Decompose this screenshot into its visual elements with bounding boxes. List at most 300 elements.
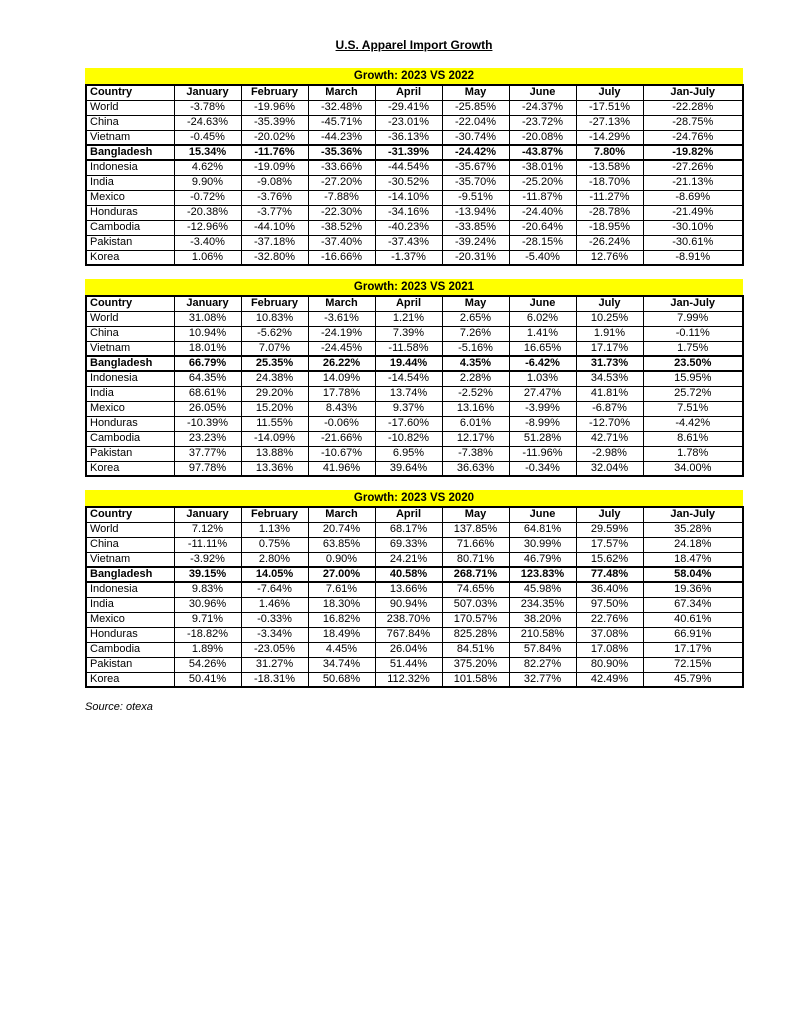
value-cell: 112.32% <box>375 672 442 687</box>
table-banner: Growth: 2023 VS 2021 <box>85 279 743 295</box>
value-cell: -10.67% <box>308 446 375 461</box>
value-cell: 22.76% <box>576 612 643 627</box>
value-cell: -3.34% <box>241 627 308 642</box>
value-cell: 18.01% <box>174 341 241 356</box>
value-cell: 36.63% <box>442 461 509 476</box>
value-cell: -14.29% <box>576 130 643 145</box>
table-row <box>86 250 743 265</box>
value-cell: 1.03% <box>509 371 576 386</box>
table-row <box>86 205 743 220</box>
value-cell: -27.20% <box>308 175 375 190</box>
value-cell: 15.20% <box>241 401 308 416</box>
value-cell: 51.44% <box>375 657 442 672</box>
value-cell: 123.83% <box>509 567 576 582</box>
value-cell: -18.31% <box>241 672 308 687</box>
value-cell: -14.10% <box>375 190 442 205</box>
value-cell: -19.09% <box>241 160 308 175</box>
column-header: July <box>576 296 643 311</box>
country-cell: Vietnam <box>86 552 174 567</box>
growth-table <box>85 84 744 266</box>
table-row <box>86 130 743 145</box>
value-cell: 17.08% <box>576 642 643 657</box>
value-cell: 97.78% <box>174 461 241 476</box>
value-cell: -0.34% <box>509 461 576 476</box>
value-cell: -24.37% <box>509 100 576 115</box>
value-cell: 2.80% <box>241 552 308 567</box>
value-cell: 12.17% <box>442 431 509 446</box>
column-header: Country <box>86 85 174 100</box>
value-cell: 507.03% <box>442 597 509 612</box>
country-cell: Korea <box>86 461 174 476</box>
country-cell: Pakistan <box>86 657 174 672</box>
country-cell: India <box>86 597 174 612</box>
value-cell: 7.12% <box>174 522 241 537</box>
column-header: January <box>174 85 241 100</box>
value-cell: 4.62% <box>174 160 241 175</box>
value-cell: -16.66% <box>308 250 375 265</box>
column-header: Jan-July <box>643 507 743 522</box>
value-cell: -19.96% <box>241 100 308 115</box>
value-cell: -20.64% <box>509 220 576 235</box>
column-header: Jan-July <box>643 296 743 311</box>
table-row <box>86 160 743 175</box>
value-cell: 39.64% <box>375 461 442 476</box>
value-cell: 1.13% <box>241 522 308 537</box>
value-cell: 17.17% <box>643 642 743 657</box>
value-cell: 40.58% <box>375 567 442 582</box>
country-cell: China <box>86 326 174 341</box>
value-cell: -12.70% <box>576 416 643 431</box>
value-cell: 14.09% <box>308 371 375 386</box>
value-cell: 41.96% <box>308 461 375 476</box>
value-cell: -11.87% <box>509 190 576 205</box>
column-header: May <box>442 507 509 522</box>
value-cell: 80.71% <box>442 552 509 567</box>
value-cell: 31.08% <box>174 311 241 326</box>
value-cell: 15.34% <box>174 145 241 160</box>
value-cell: -2.98% <box>576 446 643 461</box>
table-row <box>86 190 743 205</box>
value-cell: -3.40% <box>174 235 241 250</box>
country-cell: Cambodia <box>86 220 174 235</box>
value-cell: 11.55% <box>241 416 308 431</box>
country-cell: World <box>86 100 174 115</box>
value-cell: -32.48% <box>308 100 375 115</box>
value-cell: -44.10% <box>241 220 308 235</box>
value-cell: 27.47% <box>509 386 576 401</box>
value-cell: 84.51% <box>442 642 509 657</box>
country-cell: China <box>86 537 174 552</box>
value-cell: -39.24% <box>442 235 509 250</box>
value-cell: 0.75% <box>241 537 308 552</box>
value-cell: -5.62% <box>241 326 308 341</box>
value-cell: -18.82% <box>174 627 241 642</box>
value-cell: -0.45% <box>174 130 241 145</box>
value-cell: 7.80% <box>576 145 643 160</box>
column-header: Country <box>86 296 174 311</box>
value-cell: -3.99% <box>509 401 576 416</box>
value-cell: -5.40% <box>509 250 576 265</box>
value-cell: 1.78% <box>643 446 743 461</box>
value-cell: 64.81% <box>509 522 576 537</box>
value-cell: 23.50% <box>643 356 743 371</box>
value-cell: 17.57% <box>576 537 643 552</box>
country-cell: India <box>86 386 174 401</box>
value-cell: -23.05% <box>241 642 308 657</box>
value-cell: 24.18% <box>643 537 743 552</box>
value-cell: -20.02% <box>241 130 308 145</box>
column-header: June <box>509 507 576 522</box>
value-cell: -27.26% <box>643 160 743 175</box>
value-cell: 170.57% <box>442 612 509 627</box>
value-cell: -2.52% <box>442 386 509 401</box>
value-cell: 101.58% <box>442 672 509 687</box>
value-cell: 41.81% <box>576 386 643 401</box>
value-cell: 58.04% <box>643 567 743 582</box>
country-cell: India <box>86 175 174 190</box>
table-banner: Growth: 2023 VS 2020 <box>85 490 743 506</box>
value-cell: -7.38% <box>442 446 509 461</box>
value-cell: 27.00% <box>308 567 375 582</box>
value-cell: 26.22% <box>308 356 375 371</box>
value-cell: 57.84% <box>509 642 576 657</box>
value-cell: -8.91% <box>643 250 743 265</box>
value-cell: -3.61% <box>308 311 375 326</box>
source-note: Source: otexa <box>85 701 153 713</box>
table-row <box>86 446 743 461</box>
table-row <box>86 115 743 130</box>
value-cell: 1.06% <box>174 250 241 265</box>
value-cell: 37.08% <box>576 627 643 642</box>
value-cell: 24.38% <box>241 371 308 386</box>
table-row <box>86 386 743 401</box>
value-cell: 234.35% <box>509 597 576 612</box>
country-cell: Vietnam <box>86 130 174 145</box>
column-header: January <box>174 507 241 522</box>
value-cell: -37.40% <box>308 235 375 250</box>
country-cell: World <box>86 311 174 326</box>
value-cell: 15.95% <box>643 371 743 386</box>
value-cell: 32.04% <box>576 461 643 476</box>
value-cell: 137.85% <box>442 522 509 537</box>
value-cell: 29.59% <box>576 522 643 537</box>
table-row <box>86 371 743 386</box>
value-cell: 14.05% <box>241 567 308 582</box>
value-cell: 30.99% <box>509 537 576 552</box>
value-cell: -3.92% <box>174 552 241 567</box>
table-row <box>86 552 743 567</box>
value-cell: -3.76% <box>241 190 308 205</box>
value-cell: -17.51% <box>576 100 643 115</box>
value-cell: -11.58% <box>375 341 442 356</box>
value-cell: 16.65% <box>509 341 576 356</box>
value-cell: -21.13% <box>643 175 743 190</box>
value-cell: -37.43% <box>375 235 442 250</box>
value-cell: 42.71% <box>576 431 643 446</box>
growth-table <box>85 506 744 688</box>
value-cell: 77.48% <box>576 567 643 582</box>
value-cell: -25.20% <box>509 175 576 190</box>
value-cell: -38.52% <box>308 220 375 235</box>
country-cell: Honduras <box>86 416 174 431</box>
value-cell: 26.04% <box>375 642 442 657</box>
value-cell: -28.75% <box>643 115 743 130</box>
value-cell: 7.07% <box>241 341 308 356</box>
value-cell: -43.87% <box>509 145 576 160</box>
column-header: March <box>308 507 375 522</box>
value-cell: -0.72% <box>174 190 241 205</box>
country-cell: Bangladesh <box>86 145 174 160</box>
value-cell: 68.17% <box>375 522 442 537</box>
value-cell: 16.82% <box>308 612 375 627</box>
value-cell: 13.74% <box>375 386 442 401</box>
value-cell: -14.09% <box>241 431 308 446</box>
value-cell: 210.58% <box>509 627 576 642</box>
value-cell: -35.67% <box>442 160 509 175</box>
value-cell: 10.83% <box>241 311 308 326</box>
value-cell: -22.28% <box>643 100 743 115</box>
table-row <box>86 220 743 235</box>
value-cell: 825.28% <box>442 627 509 642</box>
value-cell: -30.61% <box>643 235 743 250</box>
value-cell: 7.26% <box>442 326 509 341</box>
value-cell: 17.17% <box>576 341 643 356</box>
value-cell: -10.82% <box>375 431 442 446</box>
value-cell: -6.42% <box>509 356 576 371</box>
column-header: March <box>308 296 375 311</box>
value-cell: 1.75% <box>643 341 743 356</box>
value-cell: -8.69% <box>643 190 743 205</box>
value-cell: 64.35% <box>174 371 241 386</box>
value-cell: -5.16% <box>442 341 509 356</box>
table-row <box>86 416 743 431</box>
country-cell: Honduras <box>86 627 174 642</box>
country-cell: Pakistan <box>86 446 174 461</box>
table-row <box>86 582 743 597</box>
value-cell: 17.78% <box>308 386 375 401</box>
value-cell: 97.50% <box>576 597 643 612</box>
value-cell: -18.95% <box>576 220 643 235</box>
value-cell: -8.99% <box>509 416 576 431</box>
value-cell: 13.36% <box>241 461 308 476</box>
value-cell: 18.30% <box>308 597 375 612</box>
value-cell: -4.42% <box>643 416 743 431</box>
value-cell: -9.51% <box>442 190 509 205</box>
value-cell: 1.41% <box>509 326 576 341</box>
value-cell: -24.45% <box>308 341 375 356</box>
value-cell: -11.11% <box>174 537 241 552</box>
value-cell: -24.40% <box>509 205 576 220</box>
column-header: May <box>442 296 509 311</box>
value-cell: -35.70% <box>442 175 509 190</box>
value-cell: 74.65% <box>442 582 509 597</box>
growth-table-section-0 <box>85 68 743 266</box>
table-row <box>86 627 743 642</box>
value-cell: 12.76% <box>576 250 643 265</box>
value-cell: -19.82% <box>643 145 743 160</box>
column-header: May <box>442 85 509 100</box>
value-cell: 15.62% <box>576 552 643 567</box>
value-cell: 50.41% <box>174 672 241 687</box>
value-cell: -30.52% <box>375 175 442 190</box>
value-cell: 68.61% <box>174 386 241 401</box>
value-cell: -35.39% <box>241 115 308 130</box>
value-cell: 54.26% <box>174 657 241 672</box>
value-cell: 25.35% <box>241 356 308 371</box>
value-cell: -25.85% <box>442 100 509 115</box>
table-row <box>86 657 743 672</box>
value-cell: 26.05% <box>174 401 241 416</box>
value-cell: -20.31% <box>442 250 509 265</box>
value-cell: -33.85% <box>442 220 509 235</box>
value-cell: 40.61% <box>643 612 743 627</box>
country-cell: Korea <box>86 250 174 265</box>
value-cell: -0.11% <box>643 326 743 341</box>
value-cell: 9.37% <box>375 401 442 416</box>
value-cell: 6.02% <box>509 311 576 326</box>
value-cell: 31.73% <box>576 356 643 371</box>
column-header: March <box>308 85 375 100</box>
column-header: April <box>375 507 442 522</box>
value-cell: 45.79% <box>643 672 743 687</box>
column-header: Jan-July <box>643 85 743 100</box>
value-cell: -37.18% <box>241 235 308 250</box>
column-header: Country <box>86 507 174 522</box>
country-cell: Mexico <box>86 401 174 416</box>
value-cell: 18.47% <box>643 552 743 567</box>
country-cell: Indonesia <box>86 371 174 386</box>
value-cell: -20.38% <box>174 205 241 220</box>
value-cell: 7.51% <box>643 401 743 416</box>
value-cell: 34.74% <box>308 657 375 672</box>
value-cell: 42.49% <box>576 672 643 687</box>
value-cell: 35.28% <box>643 522 743 537</box>
table-row <box>86 567 743 582</box>
value-cell: -35.36% <box>308 145 375 160</box>
value-cell: -22.30% <box>308 205 375 220</box>
header-row <box>86 85 743 100</box>
value-cell: 9.83% <box>174 582 241 597</box>
value-cell: 13.16% <box>442 401 509 416</box>
table-row <box>86 175 743 190</box>
country-cell: China <box>86 115 174 130</box>
value-cell: -9.08% <box>241 175 308 190</box>
table-row <box>86 341 743 356</box>
value-cell: -11.96% <box>509 446 576 461</box>
value-cell: -23.01% <box>375 115 442 130</box>
column-header: February <box>241 85 308 100</box>
value-cell: -7.88% <box>308 190 375 205</box>
value-cell: 71.66% <box>442 537 509 552</box>
value-cell: 6.01% <box>442 416 509 431</box>
column-header: July <box>576 85 643 100</box>
value-cell: 25.72% <box>643 386 743 401</box>
value-cell: 23.23% <box>174 431 241 446</box>
column-header: January <box>174 296 241 311</box>
country-cell: Pakistan <box>86 235 174 250</box>
value-cell: 375.20% <box>442 657 509 672</box>
value-cell: -10.39% <box>174 416 241 431</box>
value-cell: 10.25% <box>576 311 643 326</box>
table-row <box>86 597 743 612</box>
table-row <box>86 461 743 476</box>
value-cell: 1.91% <box>576 326 643 341</box>
value-cell: 1.89% <box>174 642 241 657</box>
value-cell: -34.16% <box>375 205 442 220</box>
value-cell: 34.00% <box>643 461 743 476</box>
column-header: April <box>375 296 442 311</box>
country-cell: Indonesia <box>86 160 174 175</box>
value-cell: -20.08% <box>509 130 576 145</box>
value-cell: -28.15% <box>509 235 576 250</box>
value-cell: 69.33% <box>375 537 442 552</box>
value-cell: 24.21% <box>375 552 442 567</box>
value-cell: 7.39% <box>375 326 442 341</box>
value-cell: -11.76% <box>241 145 308 160</box>
value-cell: 38.20% <box>509 612 576 627</box>
value-cell: -24.63% <box>174 115 241 130</box>
value-cell: -0.33% <box>241 612 308 627</box>
table-row <box>86 537 743 552</box>
value-cell: 46.79% <box>509 552 576 567</box>
value-cell: 238.70% <box>375 612 442 627</box>
value-cell: -23.72% <box>509 115 576 130</box>
table-row <box>86 356 743 371</box>
growth-table <box>85 295 744 477</box>
value-cell: -24.76% <box>643 130 743 145</box>
value-cell: -1.37% <box>375 250 442 265</box>
value-cell: 67.34% <box>643 597 743 612</box>
value-cell: 90.94% <box>375 597 442 612</box>
table-row <box>86 431 743 446</box>
value-cell: -3.78% <box>174 100 241 115</box>
column-header: July <box>576 507 643 522</box>
value-cell: -0.06% <box>308 416 375 431</box>
header-row <box>86 296 743 311</box>
value-cell: 1.21% <box>375 311 442 326</box>
value-cell: 50.68% <box>308 672 375 687</box>
value-cell: -32.80% <box>241 250 308 265</box>
report-content <box>85 38 743 713</box>
value-cell: -45.71% <box>308 115 375 130</box>
value-cell: 13.88% <box>241 446 308 461</box>
value-cell: 18.49% <box>308 627 375 642</box>
value-cell: 2.28% <box>442 371 509 386</box>
table-row <box>86 311 743 326</box>
value-cell: 34.53% <box>576 371 643 386</box>
value-cell: -36.13% <box>375 130 442 145</box>
value-cell: 30.96% <box>174 597 241 612</box>
value-cell: 66.91% <box>643 627 743 642</box>
value-cell: -24.19% <box>308 326 375 341</box>
value-cell: 9.90% <box>174 175 241 190</box>
value-cell: -31.39% <box>375 145 442 160</box>
column-header: June <box>509 85 576 100</box>
value-cell: -26.24% <box>576 235 643 250</box>
value-cell: 8.43% <box>308 401 375 416</box>
header-row <box>86 507 743 522</box>
table-row <box>86 612 743 627</box>
value-cell: 4.45% <box>308 642 375 657</box>
column-header: February <box>241 296 308 311</box>
value-cell: -21.49% <box>643 205 743 220</box>
country-cell: Mexico <box>86 612 174 627</box>
tables-container <box>85 68 743 688</box>
value-cell: 72.15% <box>643 657 743 672</box>
value-cell: 37.77% <box>174 446 241 461</box>
value-cell: 1.46% <box>241 597 308 612</box>
value-cell: 29.20% <box>241 386 308 401</box>
